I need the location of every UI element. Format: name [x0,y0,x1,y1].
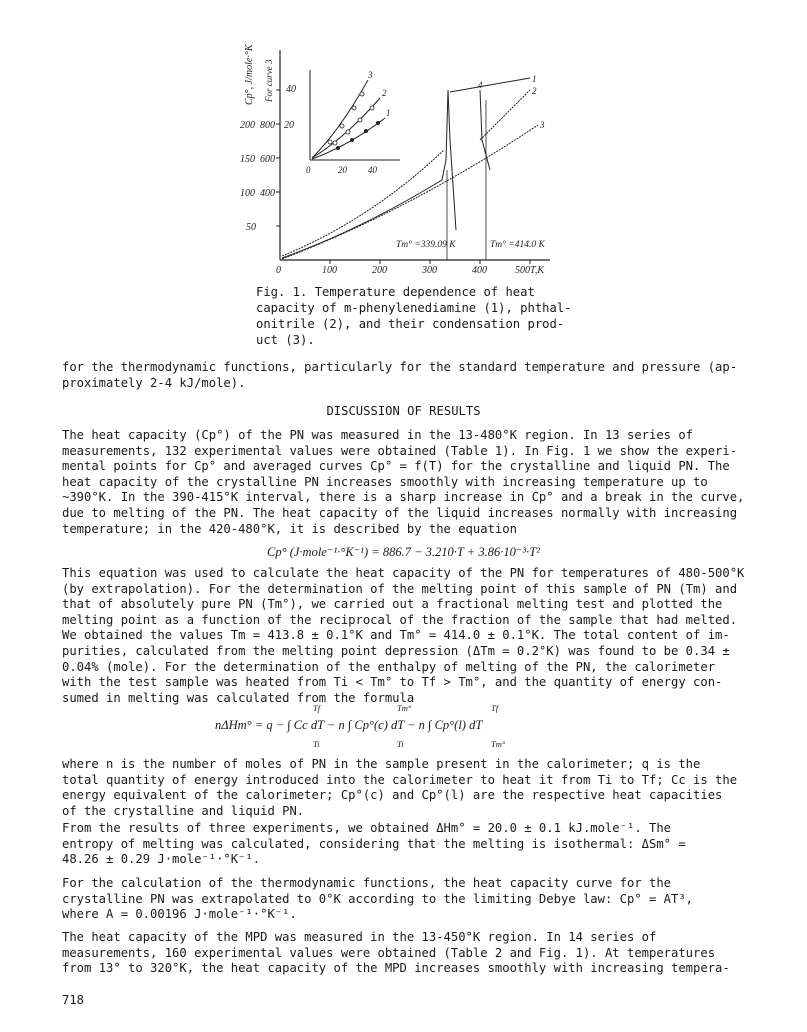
lim-3-top: Tf [491,703,499,713]
y-tick-200: 200 [240,120,255,131]
lim-1-top: Tf [313,703,321,713]
inset-x-tick-40: 40 [368,165,377,175]
equation-cp: Cp° (J·mole⁻¹·°K⁻¹) = 886.7 − 3.210·T + 3.86·10⁻³·T² [267,545,540,559]
annotation-tm-414: Tm° =414.0 K [490,240,545,250]
y-tick-100: 100 [240,188,255,199]
x-tick-100: 100 [322,265,337,276]
page-number: 718 [62,993,85,1007]
annotation-tm-339: Tm° =339.09 K [396,240,456,250]
lim-3-bot: Tm° [491,739,506,749]
paragraph-heat-capacity: The heat capacity (Cp°) of the PN was measured in the 13-480°K region. In 13 series of measurements, 132 experimental values were obtained (Table 1). In Fig. 1 we show the experi- mental points for Cp° and averaged curves Cp° = f(T) for the crystalline and liquid PN. The heat capacity of the crystalline PN increases smoothly with increasing temperature up to ~390°K. In the 390-415°K interval, there is a sharp increase in Cp° and a break in the curve, due to melting of the PN. The heat capacity of the liquid increases normally with increasing temperature; in the 420-480°K, it is described by the equation [62,428,745,536]
curve-label-2: 2 [532,86,537,96]
lim-1-bot: Ti [313,739,320,749]
y-tick-inset-40: 40 [286,84,296,95]
equation-enthalpy [215,703,615,751]
y-axis-label-curve3: For curve 3 [264,59,274,102]
paragraph-enthalpy-results: From the results of three experiments, we obtained ΔHm° = 20.0 ± 0.1 kJ.mole⁻¹. The entropy of melting was calculated, considering that the melting is isothermal: ΔSm° = 48.26 ± 0.29 J·mole⁻¹·°K⁻¹. [62,821,686,867]
lim-2-top: Tm° [397,703,412,713]
inset-curve-label-2: 2 [382,88,387,98]
y-tick-150: 150 [240,154,255,165]
section-heading: DISCUSSION OF RESULTS [326,404,481,418]
figure-1 [210,30,570,278]
y-axis-label: Cp°, J/mole·°K [244,44,255,105]
y-tick-curve3-800: 800 [260,120,275,131]
paragraph-intro: for the thermodynamic functions, particularly for the standard temperature and pressure (ap- proximately 2-4 kJ/mole). [62,360,738,390]
paragraph-where: where n is the number of moles of PN in the sample present in the calorimeter; q is the total quantity of energy introduced into the calorimeter to heat it from Ti to Tf; Cc is the energy equivalent of the calorimeter; Cp°(c) and Cp°(l) are the respective heat capacities of the crystalline and liquid PN. [62,757,738,818]
x-tick-500: 500T,K [515,265,544,276]
inset-x-tick-20: 20 [338,165,347,175]
inset-x-tick-0: 0 [306,165,311,175]
lim-2-bot: Ti [397,739,404,749]
heat-capacity-plot [210,30,570,278]
curve-label-1: 1 [532,74,537,84]
x-tick-200: 200 [372,265,387,276]
paragraph-mpd: The heat capacity of the MPD was measured in the 13-450°K region. In 14 series of measurements, 160 experimental values were obtained (Table 2 and Fig. 1). At temperatures from 13° to 320°K, the heat capacity of the MPD increases smoothly with increasing tempera- [62,930,730,976]
y-tick-50: 50 [246,222,256,233]
inset-curve-label-1: 1 [386,108,391,118]
x-tick-0: 0 [276,265,281,276]
figure-caption: Fig. 1. Temperature dependence of heat capacity of m-phenylenediamine (1), phthal- onitrile (2), and their condensation prod- uct (3). [256,285,572,347]
x-tick-300: 300 [422,265,437,276]
curve-label-3: 3 [540,120,545,130]
inset-curve-label-3: 3 [368,70,373,80]
curve-label-4: 4 [478,80,483,90]
paragraph-melting-point: This equation was used to calculate the heat capacity of the PN for temperatures of 480-500°K (by extrapolation). For the determination of the melting point of this sample of PN (Tm) and that of absolutely pure PN (Tm°), we carried out a fractional melting test and plotted the melting point as a function of the reciprocal of the fraction of the sample that had melted. We obtained the values Tm = 413.8 ± 0.1°K and Tm° = 414.0 ± 0.1°K. The total content of im- purities, calculated from the melting point depression (ΔTm = 0.2°K) was found to be 0.34 ± 0.04% (mole). For the determination of the enthalpy of melting of the PN, the calorimeter with the test sample was heated from Ti < Tm° to Tf > Tm°, and the quantity of energy con- sumed in melting was calculated from the formula [62,566,745,705]
paragraph-debye: For the calculation of the thermodynamic functions, the heat capacity curve for the crystalline PN was extrapolated to 0°K according to the limiting Debye law: Cp° = AT³, where A = 0.00196 J·mole⁻¹·°K⁻¹. [62,876,694,922]
y-tick-curve3-400: 400 [260,188,275,199]
equation-enthalpy-main: nΔHm° = q − ∫ Cc dT − n ∫ Cp°(c) dT − n ∫ Cp°(l) dT [215,718,483,732]
y-tick-inset-20: 20 [284,120,294,131]
x-tick-400: 400 [472,265,487,276]
y-tick-curve3-600: 600 [260,154,275,165]
